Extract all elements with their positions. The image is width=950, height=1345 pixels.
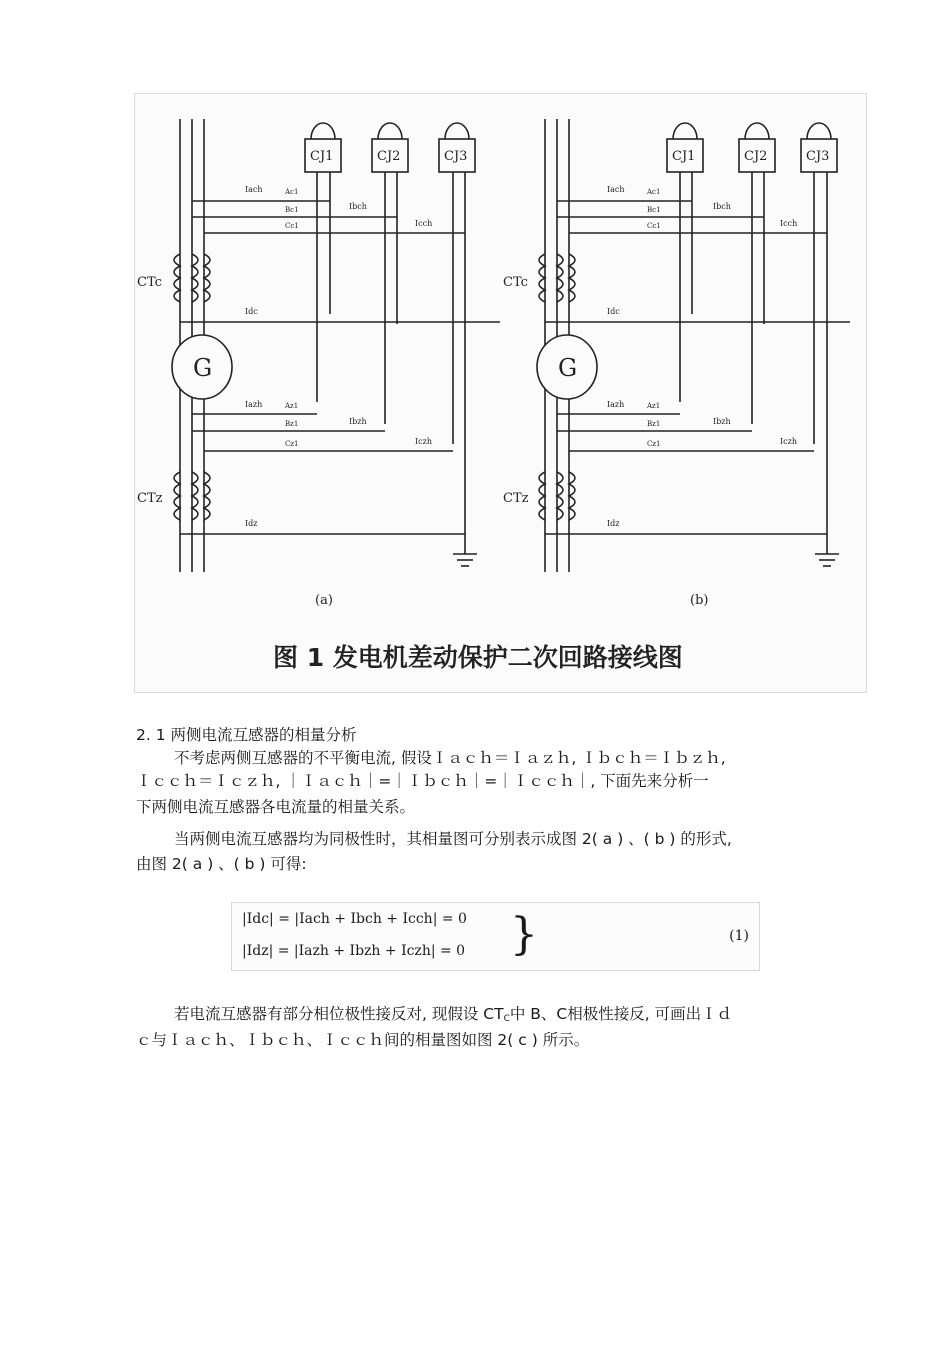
paragraph1-line1: 不考虑两侧互感器的不平衡电流, 假设Ｉａｃｈ＝Ｉａｚｈ, Ｉｂｃｈ＝Ｉｂｚｈ, xyxy=(174,749,726,767)
panel-a-label: (a) xyxy=(315,593,333,608)
equation-box xyxy=(231,902,760,971)
node-bz1-a: Bz1 xyxy=(285,420,299,428)
label-ibch-a: Ibch xyxy=(349,202,367,211)
relay-cj3-b: CJ3 xyxy=(806,149,830,164)
label-icch-a: Icch xyxy=(415,219,433,228)
node-cz1-b: Cz1 xyxy=(647,440,661,448)
wiring-diagram xyxy=(135,94,866,692)
label-icch-b: Icch xyxy=(780,219,798,228)
node-bc1-a: Bc1 xyxy=(285,206,299,214)
equation-line2: |Idz| = |Iazh + Ibzh + Iczh| = 0 xyxy=(242,943,466,959)
section-heading: 2. 1 两侧电流互感器的相量分析 xyxy=(136,726,357,744)
relay-cj1-b: CJ1 xyxy=(672,149,696,164)
label-idz-a: Idz xyxy=(245,519,258,528)
label-idc-b: Idc xyxy=(607,307,620,316)
paragraph3-line2: ｃ与Ｉａｃｈ、Ｉｂｃｈ、Ｉｃｃｈ间的相量图如图 2( c ) 所示。 xyxy=(136,1031,590,1049)
node-cc1-b: Cc1 xyxy=(647,222,661,230)
label-iazh-a: Iazh xyxy=(245,400,263,409)
label-idz-b: Idz xyxy=(607,519,620,528)
panel-a xyxy=(172,119,500,572)
node-bz1-b: Bz1 xyxy=(647,420,661,428)
label-idc-a: Idc xyxy=(245,307,258,316)
panel-b xyxy=(537,119,850,572)
label-iczh-b: Iczh xyxy=(780,437,798,446)
node-ac1-a: Ac1 xyxy=(285,188,299,196)
generator-label-a: G xyxy=(193,354,213,382)
label-ibzh-b: Ibzh xyxy=(713,417,731,426)
paragraph3-line1-part-a: 若电流互感器有部分相位极性接反对, 现假设 CT xyxy=(174,1005,504,1023)
label-iach-a: Iach xyxy=(245,185,263,194)
node-az1-a: Az1 xyxy=(285,402,299,410)
generator-label-b: G xyxy=(558,354,578,382)
relay-cj3-a: CJ3 xyxy=(444,149,468,164)
circuit-figure xyxy=(134,93,867,693)
relay-cj1-a: CJ1 xyxy=(310,149,334,164)
paragraph2-line2: 由图 2( a ) 、( b ) 可得: xyxy=(136,855,307,873)
paragraph1-line2: Ｉｃｃｈ＝Ｉｃｚｈ, ｜Ｉａｃｈ｜=｜Ｉｂｃｈ｜=｜Ｉｃｃｈ｜, 下面先来分析一 xyxy=(136,772,709,790)
ct-top-label-b: CTc xyxy=(503,275,528,290)
node-cc1-a: Cc1 xyxy=(285,222,299,230)
node-ac1-b: Ac1 xyxy=(647,188,661,196)
ct-subscript: C xyxy=(503,1014,510,1024)
relay-cj2-b: CJ2 xyxy=(744,149,768,164)
label-iazh-b: Iazh xyxy=(607,400,625,409)
node-cz1-a: Cz1 xyxy=(285,440,299,448)
paragraph3-line1-part-b: 中 B、C相极性接反, 可画出Ｉｄ xyxy=(509,1005,733,1023)
figure-caption: 图 1 发电机差动保护二次回路接线图 xyxy=(273,643,683,672)
paragraph2-line1: 当两侧电流互感器均为同极性时，其相量图可分别表示成图 2( a ) 、( b ) 的形式, xyxy=(174,830,732,848)
equation-line1: |Idc| = |Iach + Ibch + Icch| = 0 xyxy=(242,911,467,927)
label-ibch-b: Ibch xyxy=(713,202,731,211)
relay-cj2-a: CJ2 xyxy=(377,149,401,164)
paragraph1-line3: 下两侧电流互感器各电流量的相量关系。 xyxy=(136,798,416,816)
label-iczh-a: Iczh xyxy=(415,437,433,446)
label-iach-b: Iach xyxy=(607,185,625,194)
ct-bottom-label-a: CTz xyxy=(137,491,163,506)
paragraph3-line1 xyxy=(174,1003,732,1031)
brace-icon: } xyxy=(510,909,538,960)
ct-top-label-a: CTc xyxy=(137,275,162,290)
ct-bottom-label-b: CTz xyxy=(503,491,529,506)
equation-number: (1) xyxy=(729,928,749,944)
panel-b-label: (b) xyxy=(690,593,709,608)
node-bc1-b: Bc1 xyxy=(647,206,661,214)
node-az1-b: Az1 xyxy=(647,402,661,410)
label-ibzh-a: Ibzh xyxy=(349,417,367,426)
